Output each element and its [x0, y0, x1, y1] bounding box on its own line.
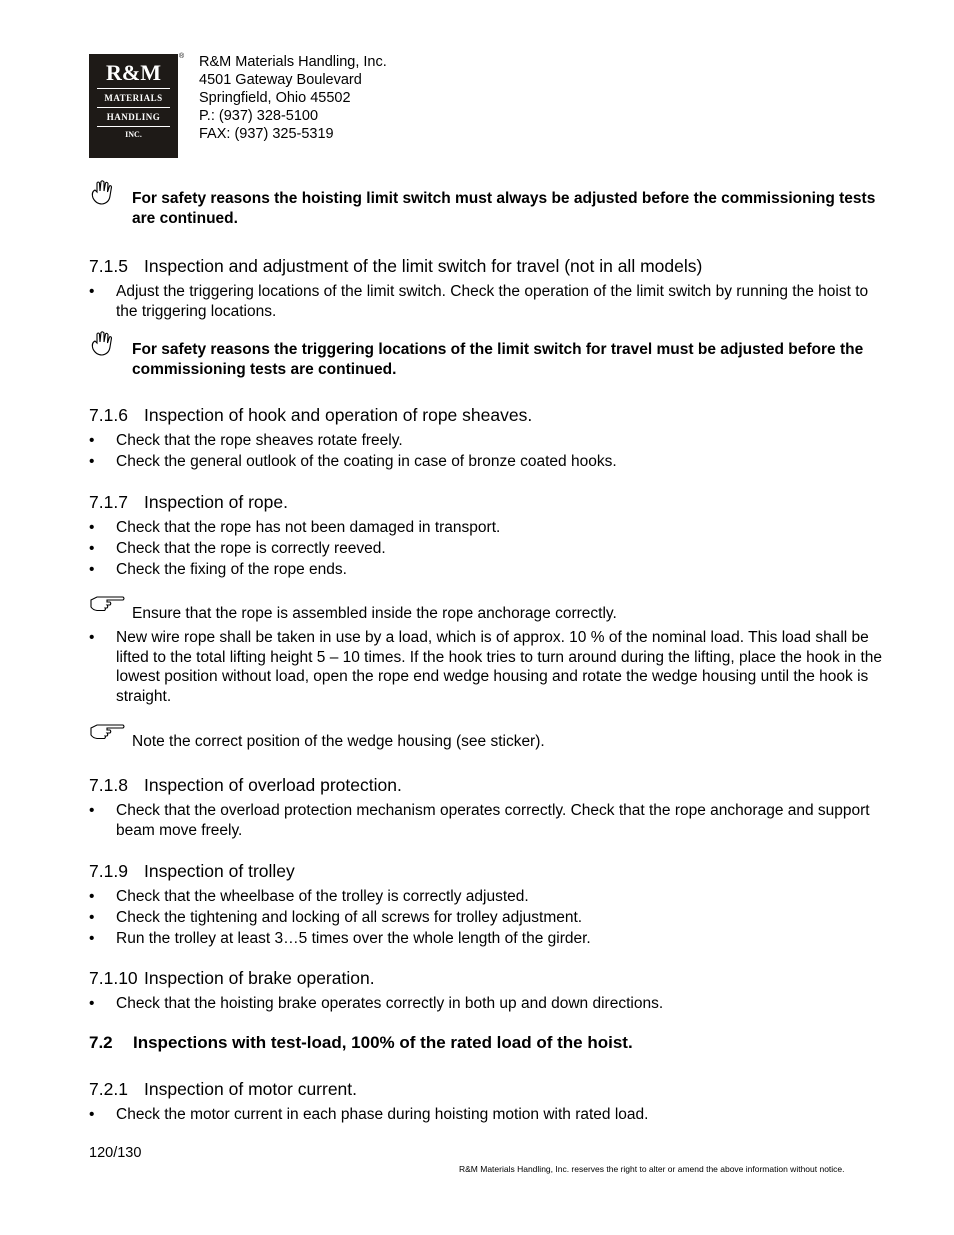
heading-7-1-10 [89, 967, 375, 989]
section-number: 7.1.7 [89, 492, 128, 512]
heading-7-1-6 [89, 404, 532, 426]
heading-7-1-8 [89, 774, 402, 796]
section-title: Inspection of rope. [144, 492, 288, 512]
logo-materials: MATERIALS [104, 93, 163, 103]
list-item: • Check the general outlook of the coating in case of bronze coated hooks. [89, 453, 617, 470]
section-number: 7.2 [89, 1033, 113, 1052]
section-title: Inspection and adjustment of the limit switch for travel (not in all models) [144, 256, 703, 276]
raised-hand-icon [89, 180, 123, 206]
section-title: Inspection of overload protection. [144, 775, 402, 795]
list-item: • Adjust the triggering locations of the limit switch. Check the operation of the limit switch by running the hoist to the triggering locations. [89, 283, 869, 320]
list-item: • Check that the overload protection mechanism operates correctly. Check that the rope anchorage and support beam move freely. [89, 802, 870, 839]
footer-notice: R&M Materials Handling, Inc. reserves the right to alter or amend the above information without notice. [459, 1164, 845, 1174]
list-item: • Check that the wheelbase of the trolley is correctly adjusted. [89, 888, 529, 905]
section-number: 7.1.8 [89, 775, 128, 795]
list-7-1-7 [89, 518, 888, 581]
address-line: R&M Materials Handling, Inc. [199, 54, 387, 70]
logo-rm: R&M [106, 60, 161, 85]
registered-mark: ® [179, 53, 185, 60]
section-number: 7.1.6 [89, 405, 128, 425]
logo-handling: HANDLING [106, 112, 161, 122]
heading-7-1-9 [89, 860, 295, 882]
list-item: • Check that the rope is correctly reeved. [89, 540, 386, 557]
section-title: Inspection of hook and operation of rope sheaves. [144, 405, 533, 425]
list-item: • Check the motor current in each phase during hoisting motion with rated load. [89, 1106, 649, 1123]
section-number: 7.2.1 [89, 1079, 128, 1099]
list-7-1-5 [89, 282, 888, 323]
safety-note-travel-limit-switch: For safety reasons the triggering locations of the limit switch for travel must be adjusted before the commissioning tests are continued. [132, 341, 864, 378]
list-7-1-7-rope-use [89, 628, 888, 707]
list-item: • Run the trolley at least 3…5 times over the whole length of the girder. [89, 930, 591, 947]
wedge-housing-note: Note the correct position of the wedge housing (see sticker). [132, 733, 545, 750]
section-number: 7.1.10 [89, 968, 138, 988]
list-item: • Check the fixing of the rope ends. [89, 561, 347, 578]
heading-7-2-1 [89, 1078, 357, 1100]
list-7-1-9 [89, 887, 888, 950]
logo-rule [97, 126, 170, 127]
list-item: • New wire rope shall be taken in use by a load, which is of approx. 10 % of the nominal load. This load shall be lifted to the total lifting height 5 – 10 times. If the hook tries to turn around during the lifting, place the hook in the lowest position without load, open the rope end wedge housing and rotate the wedge housing until the hook is straight. [89, 629, 883, 705]
raised-hand-icon [89, 331, 123, 357]
section-title: Inspection of motor current. [144, 1079, 358, 1099]
list-7-1-10 [89, 994, 888, 1015]
list-7-2-1 [89, 1105, 888, 1126]
heading-7-2 [89, 1032, 633, 1054]
section-title: Inspection of brake operation. [144, 968, 375, 988]
section-number: 7.1.9 [89, 861, 128, 881]
list-7-1-8 [89, 801, 888, 842]
company-address [199, 53, 387, 143]
section-number: 7.1.5 [89, 256, 128, 276]
heading-7-1-7 [89, 491, 288, 513]
list-item: • Check that the hoisting brake operates correctly in both up and down directions. [89, 995, 664, 1012]
pointing-hand-icon [89, 722, 123, 748]
logo-rule [97, 107, 170, 108]
list-item: • Check that the rope sheaves rotate freely. [89, 432, 403, 449]
heading-7-1-5 [89, 255, 702, 277]
list-item: • Check the tightening and locking of all screws for trolley adjustment. [89, 909, 583, 926]
address-line: FAX: (937) 325-5319 [199, 126, 334, 142]
company-logo [89, 54, 178, 158]
section-title: Inspections with test-load, 100% of the rated load of the hoist. [133, 1033, 633, 1052]
logo-rule [97, 88, 170, 89]
rope-anchorage-note: Ensure that the rope is assembled inside the rope anchorage correctly. [132, 605, 617, 622]
pointing-hand-icon [89, 594, 123, 620]
section-title: Inspection of trolley [144, 861, 295, 881]
address-line: P.: (937) 328-5100 [199, 108, 319, 124]
list-7-1-6 [89, 431, 888, 473]
list-item: • Check that the rope has not been damaged in transport. [89, 519, 501, 536]
address-line: Springfield, Ohio 45502 [199, 90, 351, 106]
safety-note-hoisting-limit-switch: For safety reasons the hoisting limit switch must always be adjusted before the commissioning tests are continued. [132, 190, 876, 227]
address-line: 4501 Gateway Boulevard [199, 72, 362, 88]
page-number: 120/130 [89, 1145, 142, 1161]
logo-inc: INC. [125, 130, 142, 139]
